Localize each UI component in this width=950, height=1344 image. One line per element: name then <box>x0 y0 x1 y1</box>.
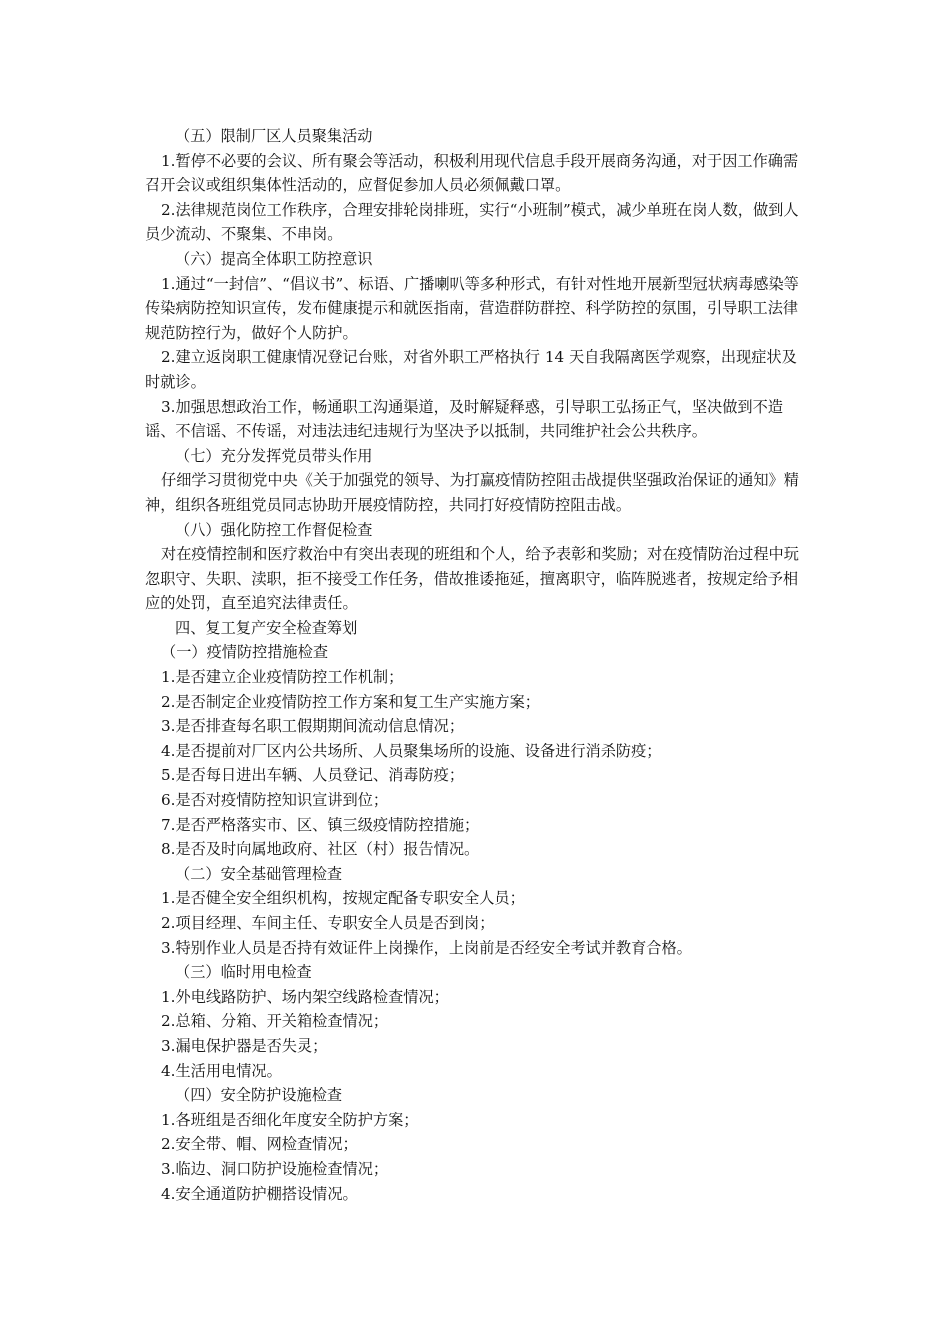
list-item: 8.是否及时向属地政府、社区（村）报告情况。 <box>161 840 480 859</box>
paragraph: 对在疫情控制和医疗救治中有突出表现的班组和个人，给予表彰和奖励；对在疫情防治过程中玩忽职守、失职、渎职，拒不接受工作任务，借故推诿拖延，擅离职守，临阵脱逃者，按规定给予相应的处罚，直至追究法律责任。 <box>145 545 799 613</box>
list-item: 2.安全带、帽、网检查情况； <box>161 1135 358 1154</box>
list-item: 1.是否建立企业疫情防控工作机制； <box>161 668 404 687</box>
list-item: 2.是否制定企业疫情防控工作方案和复工生产实施方案； <box>161 692 540 711</box>
list-item: 3.特别作业人员是否持有效证件上岗操作，上岗前是否经安全考试并教育合格。 <box>161 938 692 957</box>
list-item: 3.临边、洞口防护设施检查情况； <box>161 1159 389 1178</box>
list-item: 1.各班组是否细化年度安全防护方案； <box>161 1110 419 1129</box>
section-heading: （五）限制厂区人员聚集活动 <box>175 127 373 145</box>
list-item: 5.是否每日进出车辆、人员登记、消毒防疫； <box>161 766 465 785</box>
subsection-heading: （三）临时用电检查 <box>175 963 312 982</box>
section-heading: （七）充分发挥党员带头作用 <box>175 446 373 465</box>
list-item: 2.项目经理、车间主任、专职安全人员是否到岗； <box>161 914 495 932</box>
section-heading: （八）强化防控工作督促检查 <box>175 520 373 539</box>
list-item: 4.是否提前对厂区内公共场所、人员聚集场所的设施、设备进行消杀防疫； <box>161 741 662 760</box>
list-item: 7.是否严格落实市、区、镇三级疫情防控措施； <box>161 815 480 834</box>
list-item: 3.是否排查每名职工假期期间流动信息情况； <box>161 717 465 736</box>
list-item: 6.是否对疫情防控知识宣讲到位； <box>161 791 389 810</box>
paragraph: 1.暂停不必要的会议、所有聚会等活动，积极利用现代信息手段开展商务沟通，对于因工作确需召开会议或组织集体性活动的，应督促参加人员必须佩戴口罩。 <box>145 151 799 195</box>
list-item: 2.总箱、分箱、开关箱检查情况； <box>161 1012 389 1031</box>
paragraph: 仔细学习贯彻党中央《关于加强党的领导、为打赢疫情防控阻击战提供坚强政治保证的通知》精神，组织各班组党员同志协助开展疫情防控，共同打好疫情防控阻击战。 <box>145 471 799 514</box>
list-item: 4.生活用电情况。 <box>161 1061 282 1080</box>
paragraph: 2.建立返岗职工健康情况登记台账，对省外职工严格执行 14 天自我隔离医学观察，出现症状及时就诊。 <box>145 348 797 391</box>
subsection-heading: （一）疫情防控措施检查 <box>161 643 329 662</box>
list-item: 1.外电线路防护、场内架空线路检查情况； <box>161 987 449 1006</box>
subsection-heading: （二）安全基础管理检查 <box>175 864 343 883</box>
paragraph: 1.通过“一封信”、“倡议书”、标语、广播喇叭等多种形式，有针对性地开展新型冠状病毒感染等传染病防控知识宣传，发布健康提示和就医指南，营造群防群控、科学防控的氛围，引导职工法律规范防控行为，做好个人防护。 <box>145 274 799 342</box>
list-item: 4.安全通道防护棚搭设情况。 <box>161 1184 358 1203</box>
paragraph: 2.法律规范岗位工作秩序，合理安排轮岗排班，实行“小班制”模式，减少单班在岗人数，做到人员少流动、不聚集、不串岗。 <box>145 200 799 244</box>
list-item: 3.漏电保护器是否失灵； <box>161 1036 328 1055</box>
section-heading: （六）提高全体职工防控意识 <box>175 249 373 268</box>
list-item: 1.是否健全安全组织机构，按规定配备专职安全人员； <box>161 889 525 908</box>
chapter-heading: 四、复工复产安全检查筹划 <box>175 618 358 637</box>
paragraph: 3.加强思想政治工作，畅通职工沟通渠道，及时解疑释惑，引导职工弘扬正气，坚决做到不造谣、不信谣、不传谣，对违法违纪违规行为坚决予以抵制，共同维护社会公共秩序。 <box>145 397 783 441</box>
document-page <box>145 124 810 1206</box>
subsection-heading: （四）安全防护设施检查 <box>175 1086 343 1105</box>
